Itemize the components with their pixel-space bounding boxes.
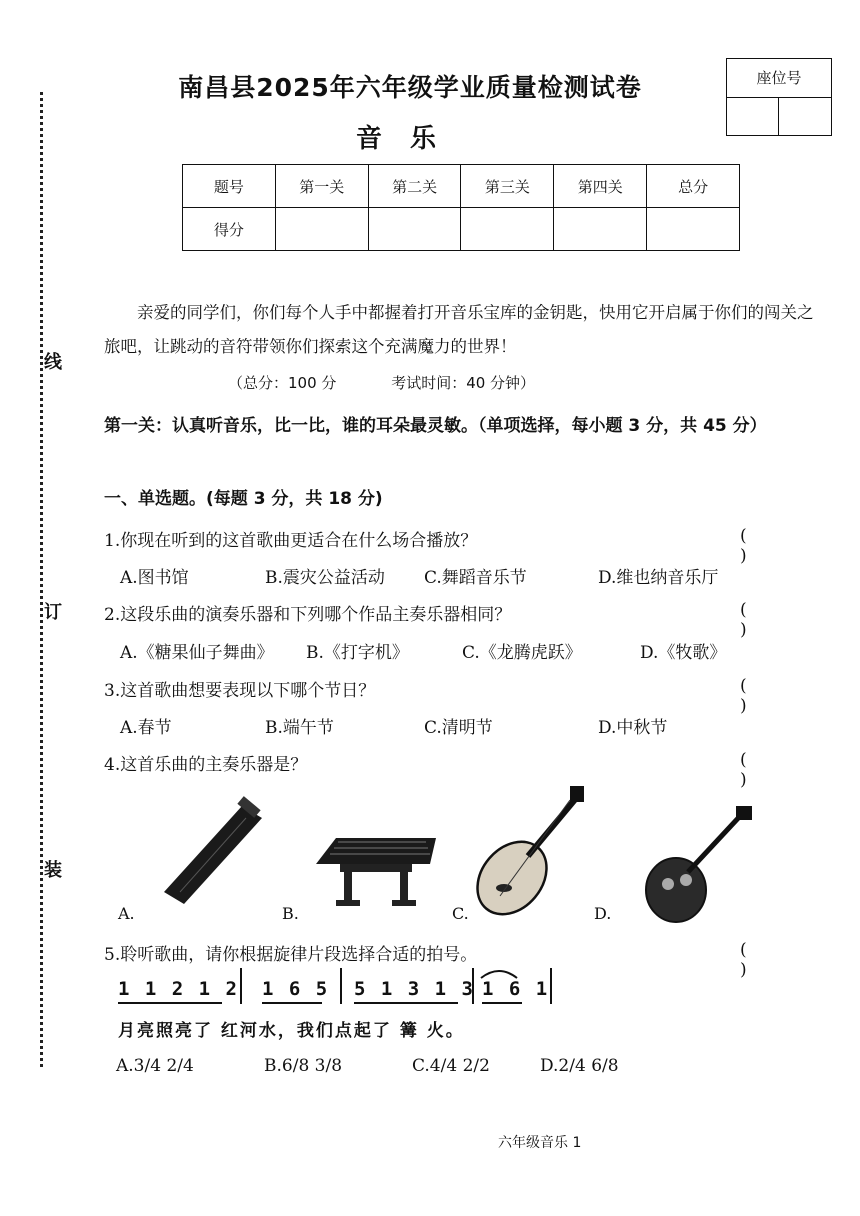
instrument-label-c: C. [452,904,469,923]
score-cell[interactable] [647,208,740,251]
beat-underline [354,1002,458,1004]
seat-number-label: 座位号 [727,59,831,98]
score-header-cell: 第二关 [368,165,461,208]
liuqin-icon[interactable] [638,802,758,930]
score-table-score-row [183,208,740,251]
question-3: 3.这首歌曲想要表现以下哪个节日？ [104,681,376,701]
slur-mark [478,966,520,980]
option-2b[interactable]: B.《打字机》 [306,643,409,663]
lyrics-line: 月亮照亮了 红河水，我们点起了 篝 火。 [118,1021,465,1041]
binding-char-staple: 订 [44,594,62,628]
bar-line [472,968,474,1004]
option-2d[interactable]: D.《牧歌》 [640,643,727,663]
notation-measure-2: 1 6 5 [262,978,330,1000]
option-3b[interactable]: B.端午节 [265,718,334,738]
question-4: 4.这首乐曲的主奏乐器是？ [104,755,308,775]
instrument-label-a: A. [118,904,135,923]
option-2c[interactable]: C.《龙腾虎跃》 [462,643,582,663]
option-2a[interactable]: A.《糖果仙子舞曲》 [120,643,274,663]
score-cell[interactable] [461,208,554,251]
option-5c[interactable]: C.4/4 2/2 [412,1056,490,1076]
option-3c[interactable]: C.清明节 [424,718,493,738]
score-cell[interactable] [554,208,647,251]
pipa-icon[interactable] [474,784,594,920]
score-cell[interactable] [368,208,461,251]
option-5a[interactable]: A.3/4 2/4 [116,1056,194,1076]
score-table [182,164,740,251]
answer-paren-1[interactable]: ( ) [740,526,795,566]
answer-paren-4[interactable]: ( ) [740,750,795,790]
bar-line [550,968,552,1004]
page-footer: 六年级音乐 1 [498,1135,582,1151]
answer-paren-5[interactable]: ( ) [740,940,795,980]
subject-title: 音乐 [355,124,464,154]
beat-underline [482,1002,522,1004]
option-5d[interactable]: D.2/4 6/8 [540,1056,619,1076]
answer-paren-2[interactable]: ( ) [740,600,795,640]
score-table-header-row [183,165,740,208]
intro-paragraph: 亲爱的同学们，你们每个人手中都握着打开音乐宝库的金钥匙，快用它开启属于你们的闯关之旅吧，让跳动的音符带领你们探索这个充满魔力的世界！ [104,303,814,356]
score-header-cell: 第一关 [275,165,368,208]
exam-title: 南昌县2025年六年级学业质量检测试卷 [178,73,642,102]
seat-number-box [726,58,832,136]
question-1: 1.你现在听到的这首歌曲更适合在什么场合播放？ [104,531,478,551]
guqin-icon[interactable] [150,796,270,908]
answer-paren-3[interactable]: ( ) [740,676,795,716]
notation-measure-3: 5 1 3 1 3 [354,978,475,1000]
option-1c[interactable]: C.舞蹈音乐节 [424,568,527,588]
instrument-label-b: B. [282,904,299,923]
question-2: 2.这段乐曲的演奏乐器和下列哪个作品主奏乐器相同？ [104,605,512,625]
exam-time: 考试时间：40 分钟） [391,374,536,392]
option-1d[interactable]: D.维也纳音乐厅 [598,568,719,588]
score-cell[interactable] [275,208,368,251]
bar-line [240,968,242,1004]
notation-measure-1: 1 1 2 1 2 [118,978,239,1000]
option-1a[interactable]: A.图书馆 [120,568,189,588]
bar-line [340,968,342,1004]
option-3d[interactable]: D.中秋节 [598,718,668,738]
score-header-cell: 总分 [647,165,740,208]
beat-underline [118,1002,222,1004]
guzheng-icon[interactable] [312,828,440,908]
exam-meta [228,372,585,393]
binding-char-line: 线 [44,344,62,378]
score-header-cell: 第四关 [554,165,647,208]
part-heading: 一、单选题。(每题 3 分，共 18 分) [104,489,383,509]
instrument-label-d: D. [594,904,612,923]
seat-cell-divider [778,97,779,135]
option-3a[interactable]: A.春节 [120,718,172,738]
binding-char-bind: 装 [44,852,62,886]
score-header-cell: 第三关 [461,165,554,208]
question-5: 5.聆听歌曲，请你根据旋律片段选择合适的拍号。 [104,945,478,965]
notation-measure-4: 1 6 1 [482,978,550,1000]
beat-underline [262,1002,322,1004]
section-heading: 第一关：认真听音乐，比一比，谁的耳朵最灵敏。（单项选择，每小题 3 分，共 45 分） [104,416,767,436]
option-1b[interactable]: B.震灾公益活动 [265,568,385,588]
total-score: （总分：100 分 [228,374,337,392]
score-row-label: 得分 [183,208,276,251]
score-header-cell: 题号 [183,165,276,208]
binding-dotted-line [40,92,43,1067]
option-5b[interactable]: B.6/8 3/8 [264,1056,343,1076]
